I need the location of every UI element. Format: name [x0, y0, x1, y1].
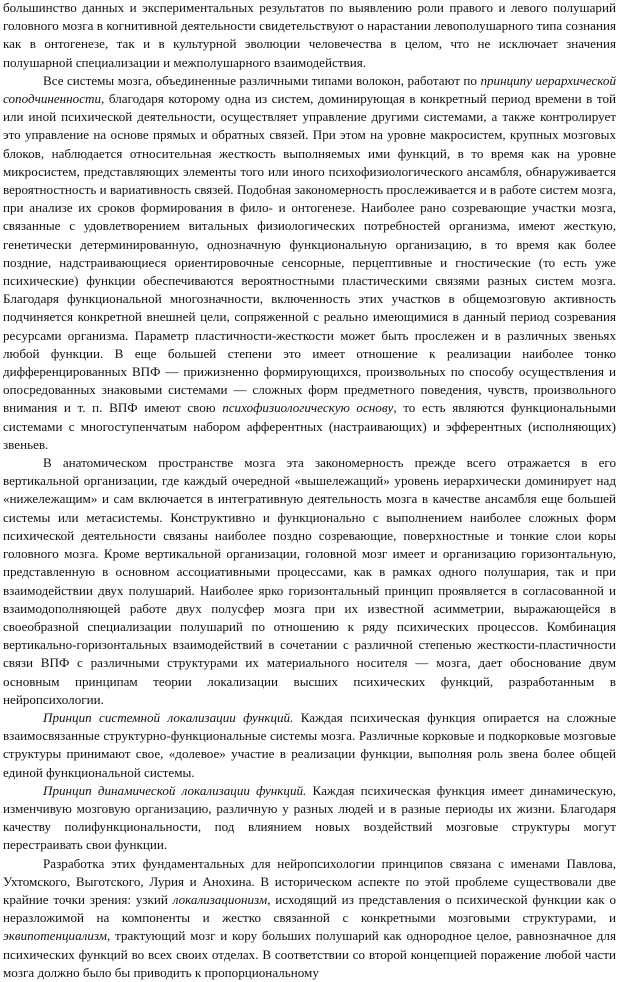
italic-term: психофизиологическую основу [222, 400, 394, 416]
italic-term: Принцип системной локализации функций. [43, 709, 294, 725]
italic-term: принципу иерархической соподчиненности [3, 72, 617, 107]
paragraph [3, 709, 616, 782]
paragraph [3, 855, 616, 982]
paragraph-text: Все системы мозга, объединенные различными типами волокон, работают по [43, 72, 481, 88]
paragraph [3, 454, 616, 709]
italic-term: Принцип динамической локализации функций. [43, 782, 307, 798]
paragraph-text: В анатомическом пространстве мозга эта закономерность прежде всего отражается в его вертикальной организации, где каждый очередной «вышележащий» уровень иерархически доминирует над «нижележащим» и сам включается в интегративную деятельность мозга в качестве ансамбля еще большей системы или метасистемы. Конструктивно и функционально с выполнением наиболее сложных форм психической деятельности связаны наиболее поздно созревающие, поверхностные и тонкие слои коры головного мозга. Кроме вертикальной организации, головной мозг имеет и организацию горизонтальную, представленную в основном ассоциативными процессами, как в рамках одного полушария, так и при взаимодействии двух полушарий. Наиболее ярко горизонтальный принцип проявляется в согласованной и взаимодополняющей работе двух полусфер мозга при их известной асимметрии, выражающейся в своеобразной специализации полушарий по отношению к ряду психических процессов. Комбинация вертикально-горизонтальных взаимодействий в сочетании с различной степенью жесткости-пластичности связи ВПФ с различными структурами их материального носителя — мозга, дает обоснование двум основным принципам теории локализации высших психических функций, разработанным в нейропсихологии. [3, 455, 616, 707]
paragraph-text: , трактующий мозг и кору больших полушарий как однородное целое, равнозначное для психических функций во всех своих отделах. В соответствии со второй концепцией поражение любой части мозга должно было бы приводить к пропорциональному [3, 928, 616, 980]
paragraph-text: большинство данных и экспериментальных результатов по выявлению роли правого и левого полушарий головного мозга в когнитивной деятельности свидетельствуют о нарастании левополушарного типа сознания как в онтогенезе, так и в культурной эволюции человечества в целом, что не исключает значения полушарной специализации и межполушарного взаимодействия. [3, 0, 616, 70]
paragraph [3, 782, 616, 855]
paragraph-text: , то есть являются функциональными системами с многоступенчатым набором афферентных (настраивающих) и эфферентных (исполняющих) звеньев. [3, 400, 616, 452]
body-text [3, 0, 616, 982]
paragraph-text: Разработка этих фундаментальных для нейропсихологии принципов связана с именами Павлова, Ухтомского, Выготского, Лурия и Анохина. В историческом аспекте по этой проблеме существовали две крайние точки зрения: узкий [3, 855, 616, 907]
paragraph-text: Каждая психическая функция опирается на сложные взаимосвязанные структурно-функциональные системы мозга. Различные корковые и подкорковые мозговые структуры принимают свое, «долевое» участие в реализации функции, выполняя роль звена более общей единой функциональной системы. [3, 709, 617, 780]
paragraph [3, 72, 616, 454]
paragraph-text: Каждая психическая функция имеет динамическую, изменчивую мозговую организацию, различную у разных людей и в разные периоды их жизни. Благодаря качеству полифункциональности, под влиянием новых воздействий мозговые структуры могут перестраивать свои функции. [3, 782, 617, 853]
italic-term: локализационизм [172, 891, 268, 907]
paragraph [3, 0, 616, 72]
paragraph-text: , благодаря которому одна из систем, доминирующая в конкретный период времени в той или иной психической деятельности, осуществляет управление другими системами, а также контролирует это управление на основе прямых и обратных связей. При этом на уровне макросистем, крупных мозговых блоков, наблюдается относительная жесткость выполняемых ими функций, в то время как на уровне микросистем, представляющих элементы того или иного психофизиологического ансамбля, обнаруживается вероятностность и вариативность связей. Подобная закономерность прослеживается и в работе систем мозга, при анализе их сроков формирования в фило- и онтогенезе. Наиболее рано созревающие участки мозга, связанные с удовлетворением витальных физиологических потребностей организма, имеют жесткую, генетически детерминированную, однозначную функциональную организацию, в то время как более поздние, надстраивающиеся ориентировочные сенсорные, перцептивные и гностические (то есть уже психические) функции обеспечиваются вероятностными пластическими связями разных систем мозга. Благодаря функциональной многозначности, включенность этих участков в общемозговую активность подчиняется конкретной внешней цели, сопряженной с реально имеющимися в данный период созревания ресурсами организма. Параметр пластичности-жесткости может быть прослежен и в различных звеньях любой функции. В еще большей степени это имеет отношение к реализации наиболее тонко дифференцированных ВПФ — прижизненно формирующихся, произвольных по способу осуществления и опосредованных знаковыми системами — сложных форм предметного поведения, чувств, произвольного внимания и т. п. ВПФ имеют свою [3, 91, 616, 416]
paragraph-text: , исходящий из представления о психической функции как о неразложимой на компоненты и жестко связанной с конкретными мозговыми структурами, и [3, 891, 616, 926]
italic-term: эквипотенциализм [3, 928, 108, 944]
